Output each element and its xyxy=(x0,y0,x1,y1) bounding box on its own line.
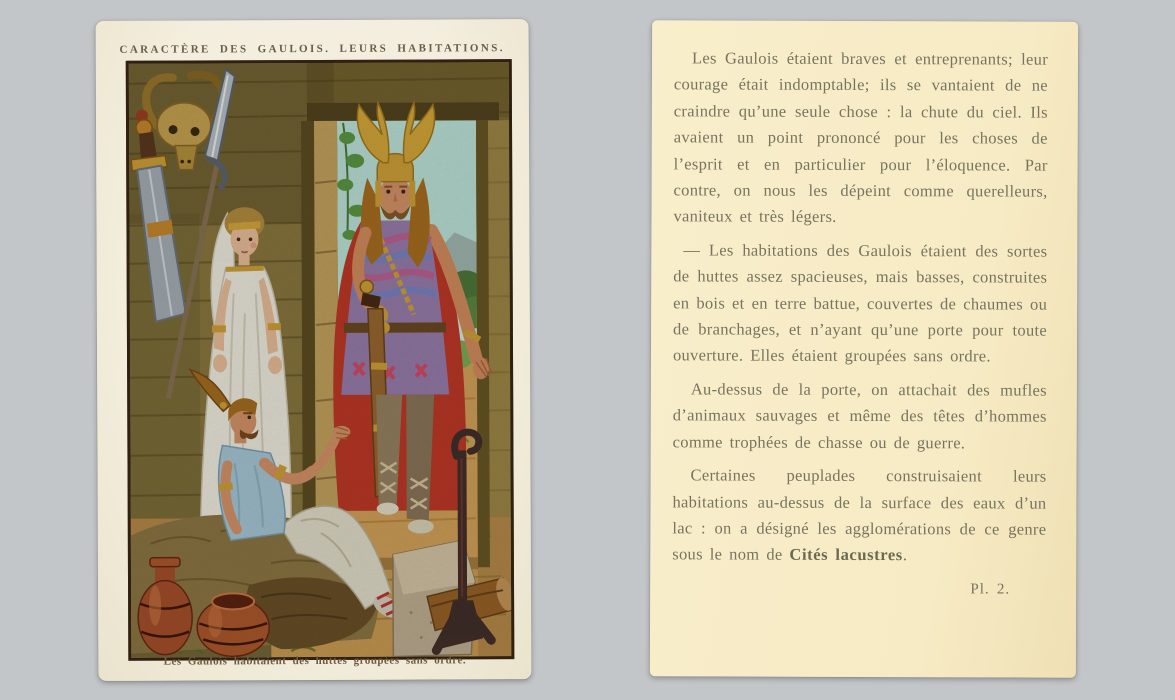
hut-scene-illustration xyxy=(129,62,512,658)
illustrated-card xyxy=(96,19,532,681)
text-card xyxy=(650,20,1078,677)
plate-label: Pl. 2. xyxy=(970,581,1011,598)
card-title: CARACTÈRE DES GAULOIS. LEURS HABITATIONS. xyxy=(119,42,505,56)
paragraph-habitations: — Les habitations des Gaulois étaient des sortes de huttes assez spacieuses, mais basses, construites en bois et en terre battue, couvertes de chaumes ou de branchages, et n’ayant qu’une porte pour toute ouverture. Elles étaient groupées sans ordre. xyxy=(672,240,1048,366)
illustration-frame xyxy=(126,59,515,661)
paragraph-trophies: Au-dessus de la porte, on attachait des mufles d’animaux sauvages et même des têtes d’hommes comme trophées de chasse ou de guerre. xyxy=(672,379,1047,453)
paragraph-character: Les Gaulois étaient braves et entreprenants; leur courage était indomptable; ils se vantaient de ne craindre qu’une seule chose : la chute du ciel. Ils avaient un point prononcé pour les choses de l’esprit et en particulier pour l’éloquence. Par contre, on nous les dépeint comme querelleurs, vaniteux et très légers. xyxy=(673,48,1049,227)
closing-lead: Certaines peuplades construisaient leurs habitations au-dessus de la surface des eaux d’un lac : on a désigné les agglomérations de ce genre sous le nom de xyxy=(672,465,1047,565)
text-block xyxy=(650,20,1078,603)
illustration-caption: Les Gaulois habitaient des huttes groupées sans ordre. xyxy=(163,654,467,668)
closing-bold-term: Cités lacustres xyxy=(789,545,903,565)
paragraph-lake-cities xyxy=(672,462,1046,569)
closing-tail: . xyxy=(902,545,908,565)
texture-overlay xyxy=(129,62,512,658)
